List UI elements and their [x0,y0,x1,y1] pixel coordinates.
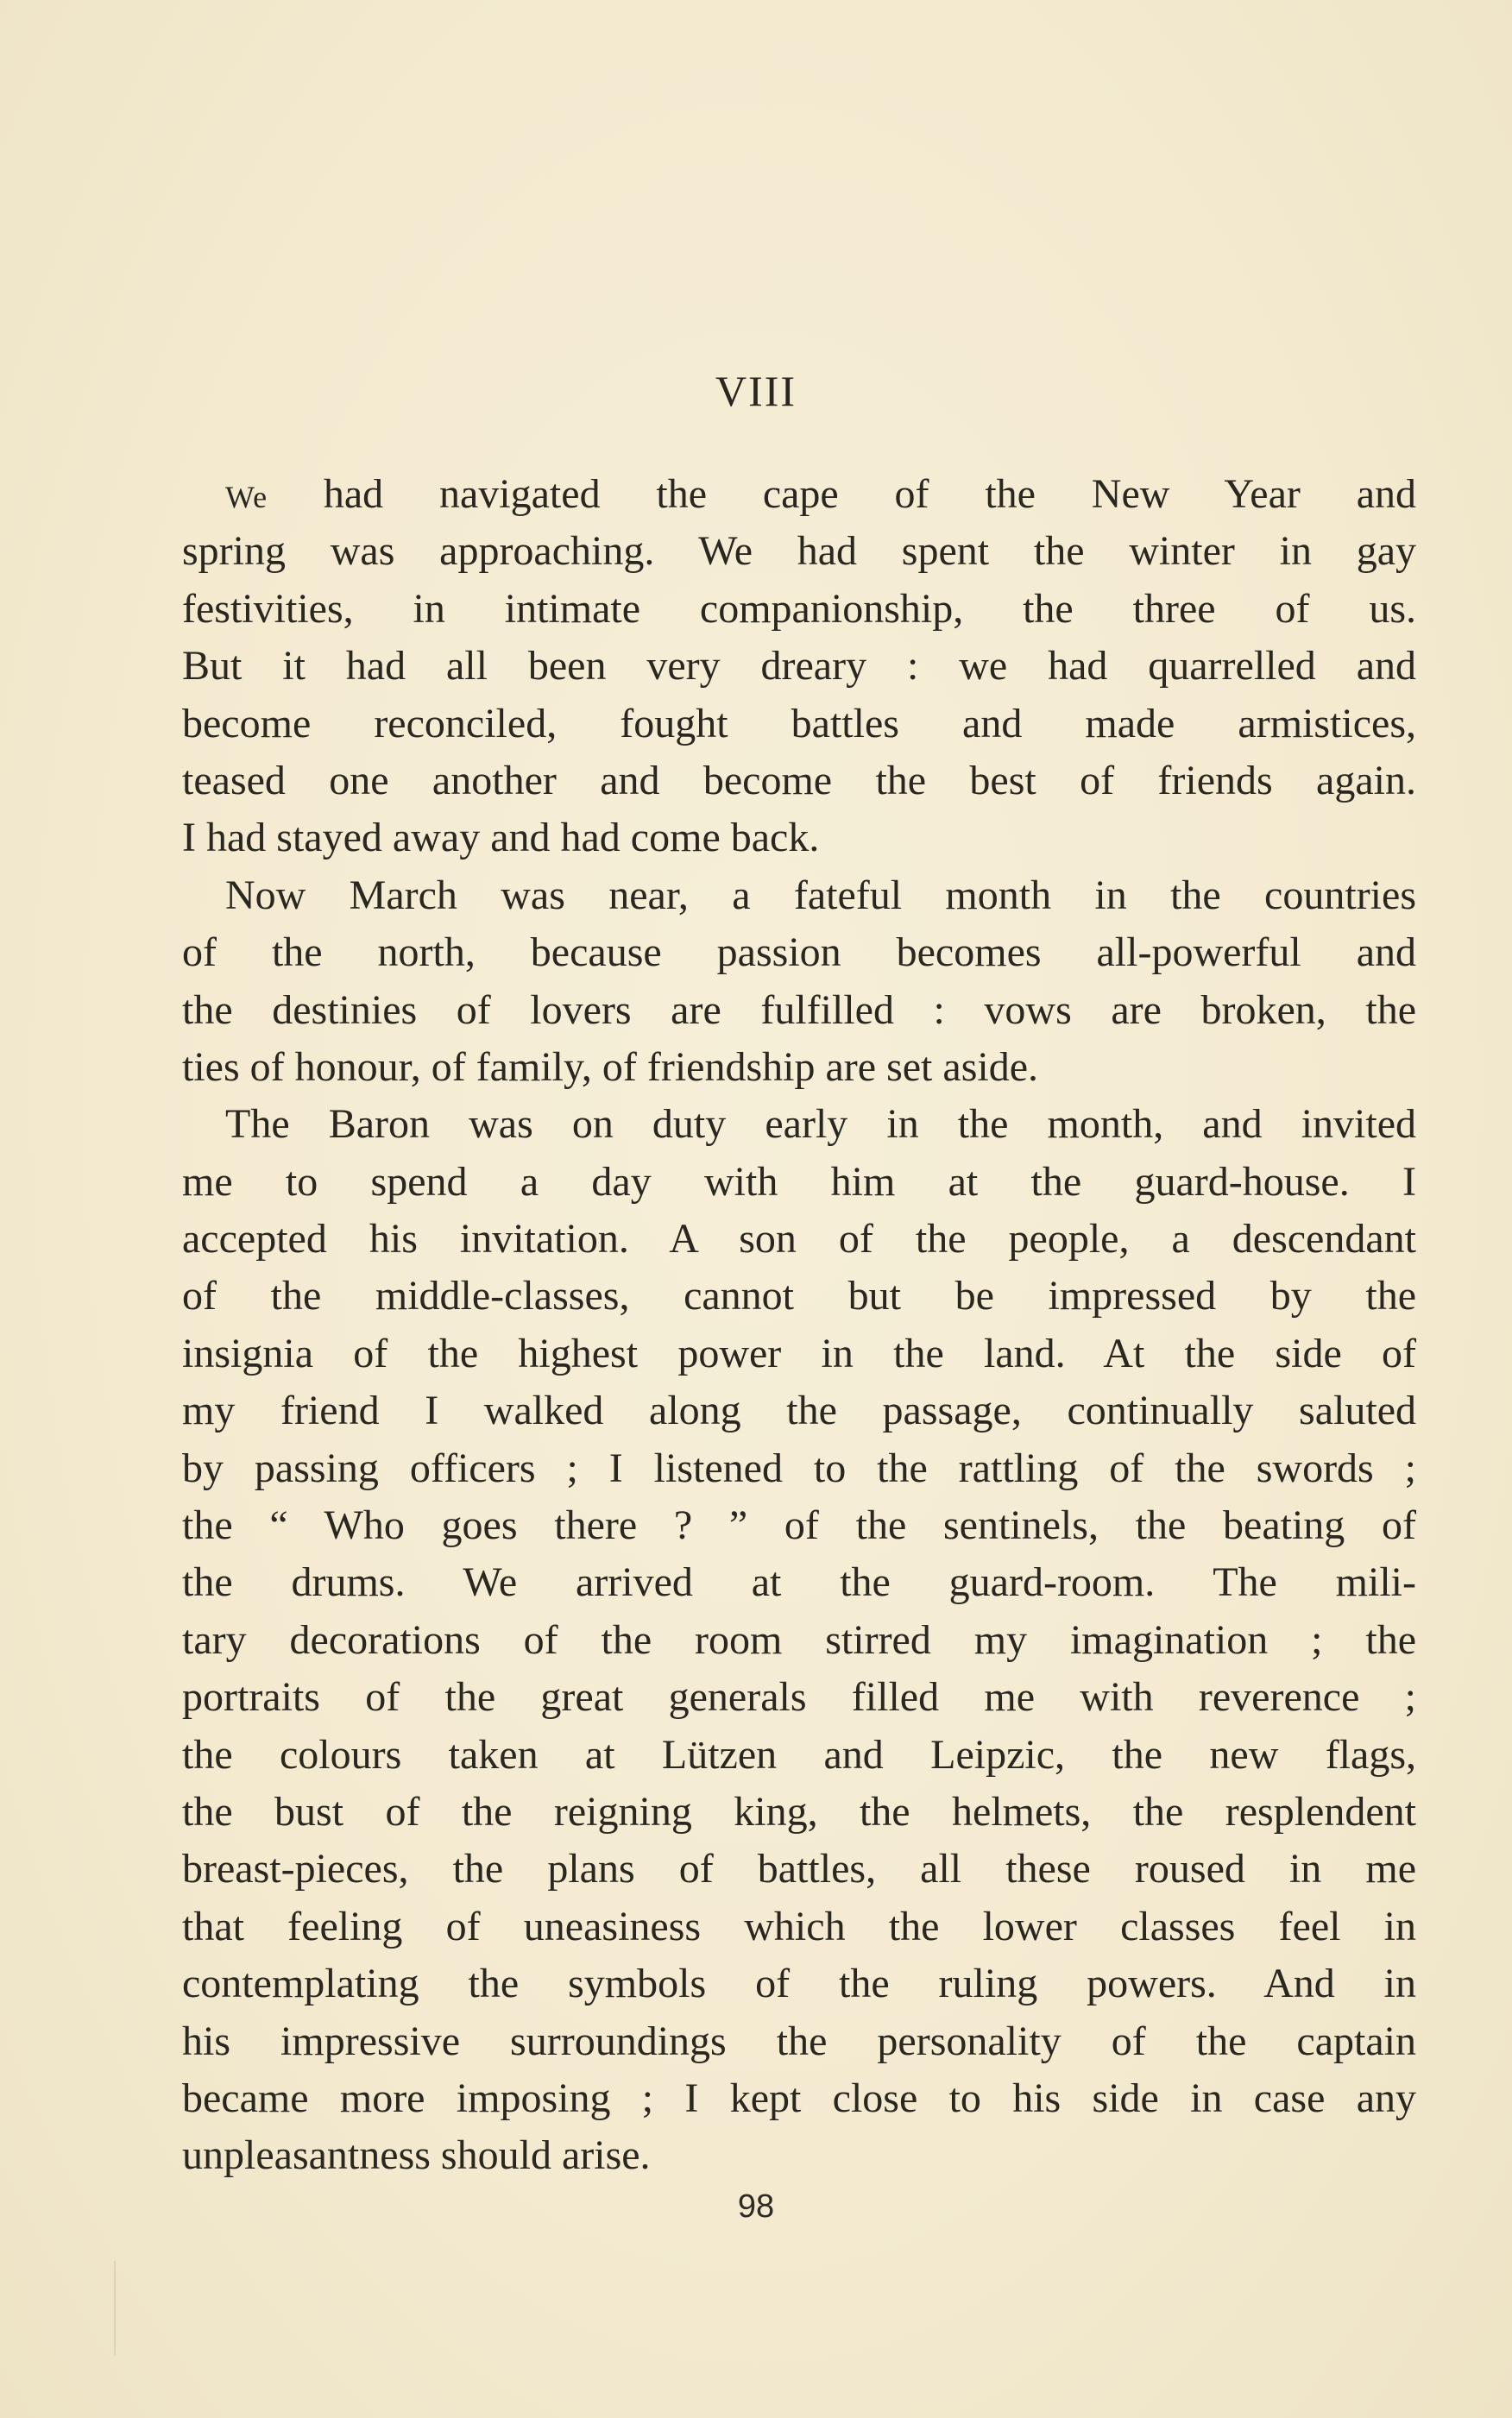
text-line: of the middle-classes, cannot but be impressed by the [182,1273,1416,1319]
text-line: accepted his invitation. A son of the people, a descendant [182,1216,1416,1263]
text-line: teased one another and become the best of friends again. [182,757,1416,803]
text-line: The Baron was on duty early in the month, and invited [225,1101,1416,1148]
text-line: festivities, in intimate companionship, the three of us. [182,585,1416,632]
text-line: But it had all been very dreary : we had quarrelled and [182,643,1416,690]
page-number: 98 [737,2188,775,2225]
text-line: the destinies of lovers are fulfilled : vows are broken, the [182,986,1416,1033]
text-line: ties of honour, of family, of friendship are set aside. [182,1043,1039,1090]
text-line: the colours taken at Lützen and Leipzic, the new flags, [182,1731,1416,1778]
text-line: tary decorations of the room stirred my imagination ; the [182,1616,1416,1663]
body-text [182,466,1416,2185]
chapter-heading: VIII [715,367,797,415]
text-line: by passing officers ; I listened to the rattling of the swords ; [182,1445,1416,1491]
page-edge-shadow [114,2261,116,2356]
text-line: contemplating the symbols of the ruling powers. And in [182,1961,1416,2007]
text-line: spring was approaching. We had spent the winter in gay [182,528,1416,575]
text-line: of the north, because passion becomes all-powerful and [182,929,1416,976]
text-line: We had navigated the cape of the New Year and [225,471,1416,517]
text-line: breast-pieces, the plans of battles, all these roused in me [182,1846,1416,1892]
text-line: I had stayed away and had come back. [182,815,820,861]
text-line: my friend I walked along the passage, continually saluted [182,1388,1416,1434]
text-line: the drums. We arrived at the guard-room. The mili- [182,1559,1416,1606]
text-line: portraits of the great generals filled me with reverence ; [182,1674,1416,1721]
text-line: the bust of the reigning king, the helmets, the resplendent [182,1788,1416,1835]
text-line: Now March was near, a fateful month in the countries [225,872,1416,918]
text-line: that feeling of uneasiness which the lower classes feel in [182,1903,1416,1949]
text-line: me to spend a day with him at the guard-house. I [182,1158,1416,1205]
text-line: insignia of the highest power in the land. At the side of [182,1330,1416,1376]
opening-small-cap: We [225,480,268,514]
text-line: his impressive surroundings the personality of the captain [182,2018,1416,2064]
text-line: became more imposing ; I kept close to his side in case any [182,2075,1416,2121]
text-line: become reconciled, fought battles and made armistices, [182,700,1416,746]
text-line: the “ Who goes there ? ” of the sentinels, the beating of [182,1502,1416,1549]
text-line: unpleasantness should arise. [182,2132,651,2179]
